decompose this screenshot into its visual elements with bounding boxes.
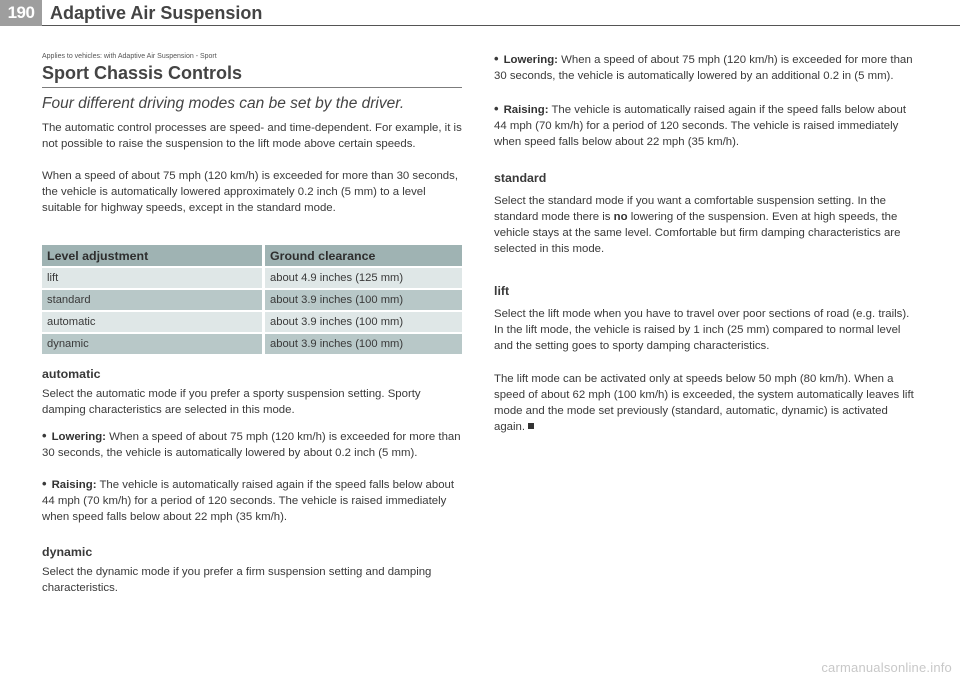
intro-paragraph-2: When a speed of about 75 mph (120 km/h) is exceeded for more than 30 seconds, the vehicle is automatically lowered approximately 0.2 inch (5 mm) to a level suitable for highway speeds, except in the standard mode. bbox=[42, 170, 459, 214]
page-number: 190 bbox=[0, 0, 42, 26]
table-row bbox=[42, 312, 462, 334]
table-cell: about 3.9 inches (100 mm) bbox=[265, 312, 462, 334]
table-row bbox=[42, 334, 462, 356]
intro-paragraph-1: The automatic control processes are speed- and time-dependent. For example, it is not possible to raise the suspension to the lift mode above certain speeds. bbox=[42, 122, 462, 150]
watermark: carmanualsonline.info bbox=[821, 660, 952, 675]
lowering-text: When a speed of about 75 mph (120 km/h) is exceeded for more than 30 seconds, the vehicle is automatically lowered by an additional 0.2 in (5 mm). bbox=[494, 54, 913, 82]
lowering-label: Lowering: bbox=[51, 431, 106, 443]
bullet-icon: • bbox=[494, 51, 499, 66]
section-title: Sport Chassis Controls bbox=[42, 63, 462, 88]
bullet-icon: • bbox=[42, 428, 47, 443]
raising-label: Raising: bbox=[51, 479, 97, 491]
bullet-icon: • bbox=[494, 101, 499, 116]
table-cell: lift bbox=[42, 268, 265, 290]
lift-paragraph-1: Select the lift mode when you have to travel over poor sections of road (e.g. trails). In the lift mode, the vehicle is raised by 1 inch (25 mm) compared to normal level and the setting goes to sporty damping characteristics. bbox=[494, 308, 910, 352]
heading-automatic: automatic bbox=[42, 367, 101, 381]
raising-text: The vehicle is automatically raised again if the speed falls below about 44 mph (70 km/h) for a period of 120 seconds. The vehicle is raised immediately when speed falls below about 22 mph (35 km/h). bbox=[42, 479, 455, 523]
automatic-raising-bullet bbox=[42, 476, 462, 525]
level-adjustment-table bbox=[42, 245, 462, 356]
table-cell: dynamic bbox=[42, 334, 265, 356]
table-row bbox=[42, 290, 462, 312]
standard-paragraph bbox=[494, 193, 914, 257]
heading-dynamic: dynamic bbox=[42, 545, 93, 559]
bullet-icon: • bbox=[42, 476, 47, 491]
table-cell: about 3.9 inches (100 mm) bbox=[265, 290, 462, 312]
standard-text-a: Select the standard mode if you want a comfortable suspension setting. In the standard mode there is bbox=[494, 195, 886, 223]
dynamic-paragraph: Select the dynamic mode if you prefer a firm suspension setting and damping characteristics. bbox=[42, 566, 432, 594]
table-cell: standard bbox=[42, 290, 265, 312]
applies-to-note: Applies to vehicles: with Adaptive Air Suspension - Sport bbox=[42, 53, 217, 60]
lowering-text: When a speed of about 75 mph (120 km/h) is exceeded for more than 30 seconds, the vehicle is automatically lowered by about 0.2 inch (5 mm). bbox=[42, 431, 461, 459]
standard-text-bold: no bbox=[613, 211, 628, 223]
raising-text: The vehicle is automatically raised again if the speed falls below about 44 mph (70 km/h) for a period of 120 seconds. The vehicle is raised immediately when speed falls below about 22 mph (35 km/h). bbox=[494, 104, 907, 148]
heading-lift: lift bbox=[494, 284, 510, 298]
lift-text-2: The lift mode can be activated only at speeds below 50 mph (80 km/h). When a speed of about 62 mph (100 km/h) is exceeded, the system automatically leaves lift mode and the mode set previously (standard, automatic, dynamic) is activated again. bbox=[494, 373, 914, 433]
table-header-level: Level adjustment bbox=[42, 245, 265, 268]
table-header-clearance: Ground clearance bbox=[265, 245, 462, 268]
lowering-label: Lowering: bbox=[503, 54, 558, 66]
table-row bbox=[42, 268, 462, 290]
header-divider bbox=[42, 25, 960, 26]
table-cell: about 3.9 inches (100 mm) bbox=[265, 334, 462, 356]
lift-paragraph-2 bbox=[494, 371, 914, 435]
table-cell: automatic bbox=[42, 312, 265, 334]
chapter-title: Adaptive Air Suspension bbox=[50, 3, 263, 23]
automatic-lowering-bullet bbox=[42, 428, 462, 461]
automatic-paragraph: Select the automatic mode if you prefer a sporty suspension setting. Sporty damping characteristics are selected in this mode. bbox=[42, 388, 421, 416]
standard-text-b: lowering of the suspension. Even at high speeds, the vehicle stays at the same level. Comfortable but firm damping characteristics are selected in this mode. bbox=[494, 211, 901, 255]
lowering-bullet bbox=[494, 51, 914, 84]
raising-label: Raising: bbox=[503, 104, 549, 116]
table-cell: about 4.9 inches (125 mm) bbox=[265, 268, 462, 290]
end-of-section-icon bbox=[528, 423, 534, 429]
raising-bullet bbox=[494, 101, 914, 150]
heading-standard: standard bbox=[494, 171, 547, 185]
table-header-row bbox=[42, 245, 462, 268]
section-subtitle: Four different driving modes can be set by the driver. bbox=[42, 95, 405, 112]
